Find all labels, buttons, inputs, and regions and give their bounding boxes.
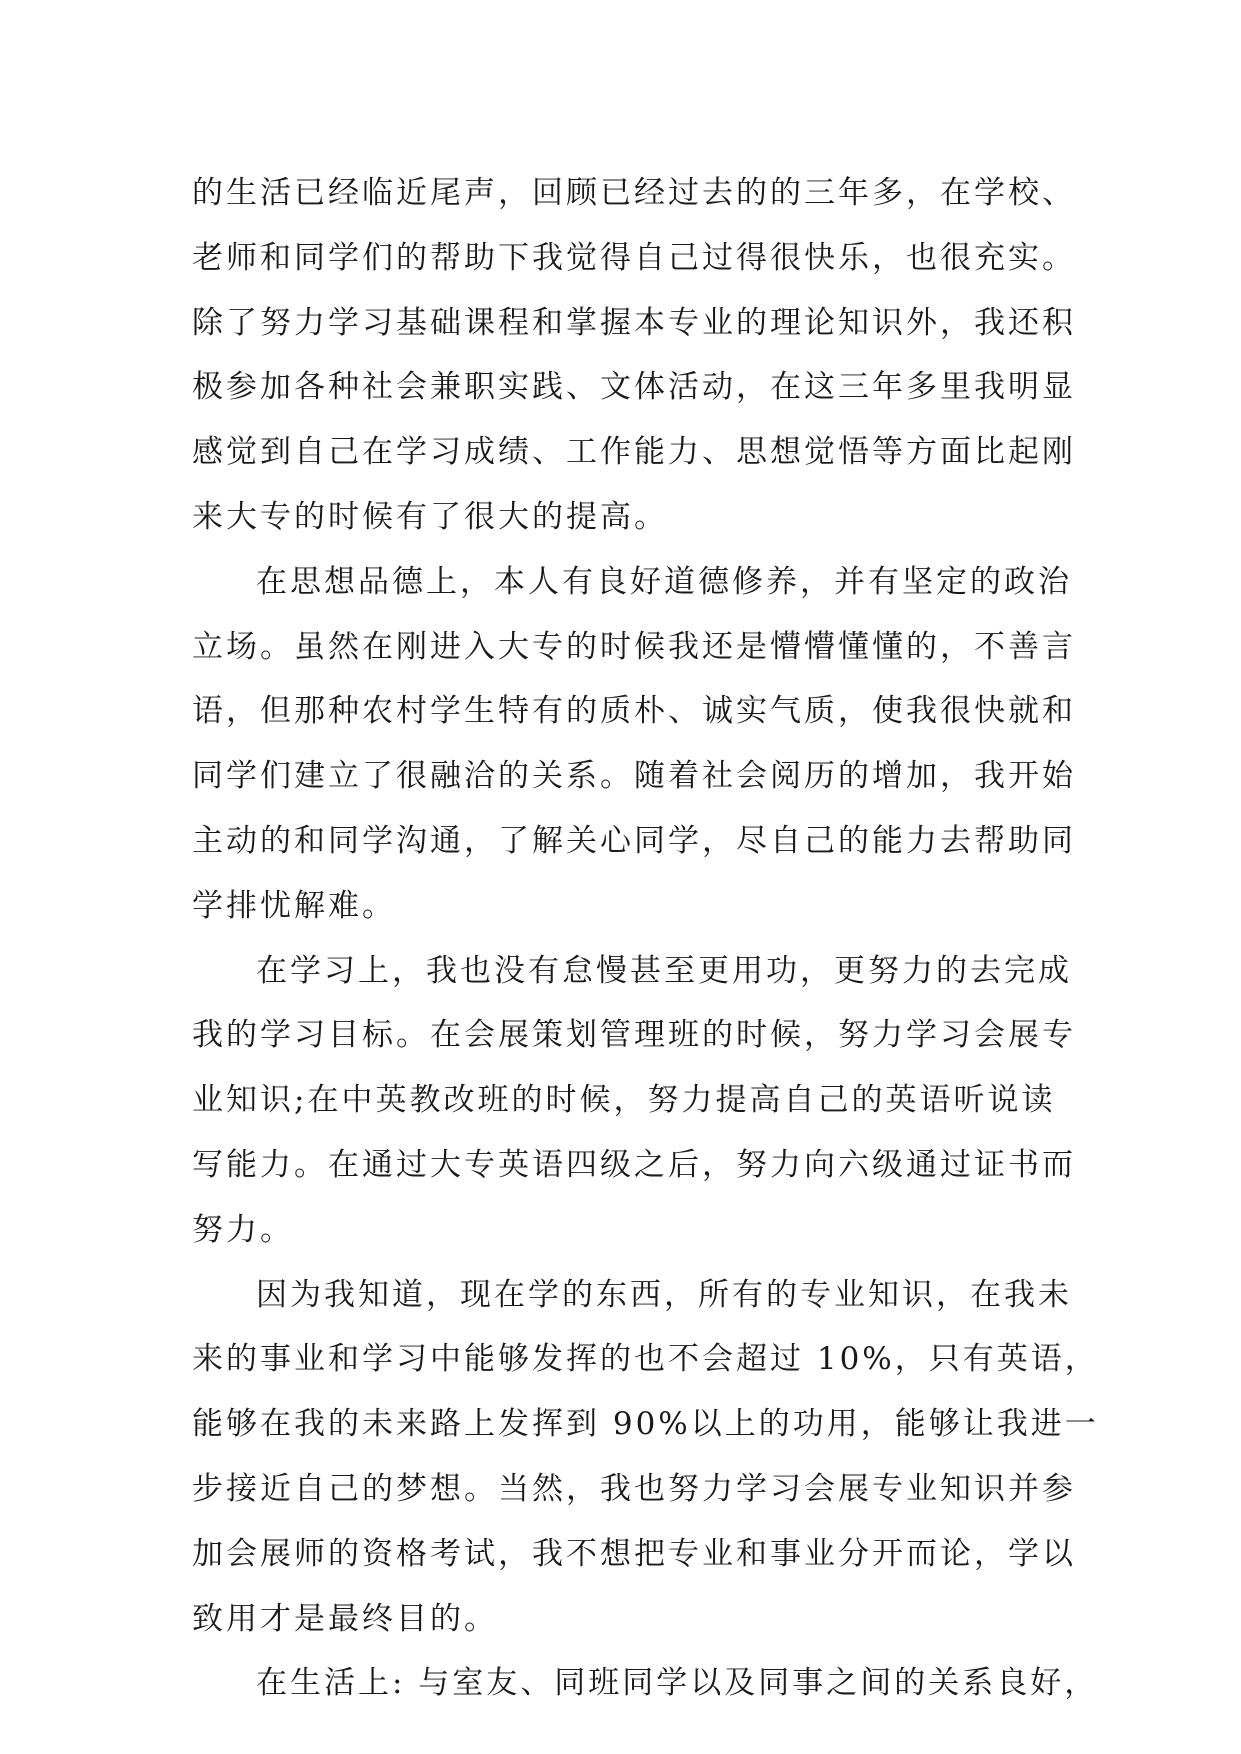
text-line: 我的学习目标。在会展策划管理班的时候，努力学习会展专 xyxy=(192,1017,1076,1054)
text-line: 业知识;在中英教改班的时候，努力提高自己的英语听说读 xyxy=(192,1082,1056,1119)
text-line: 步接近自己的梦想。当然，我也努力学习会展专业知识并参 xyxy=(192,1470,1076,1507)
document-body xyxy=(192,161,1099,1716)
text-line: 加会展师的资格考试，我不想把专业和事业分开而论，学以 xyxy=(192,1535,1076,1572)
text-line: 能够在我的未来路上发挥到 90%以上的功用，能够让我进一 xyxy=(192,1406,1099,1443)
text-line: 老师和同学们的帮助下我觉得自己过得很快乐，也很充实。 xyxy=(192,239,1076,276)
text-line: 写能力。在通过大专英语四级之后，努力向六级通过证书而 xyxy=(192,1146,1076,1183)
paragraph-first-line: 因为我知道，现在学的东西，所有的专业知识，在我未 xyxy=(256,1276,1072,1313)
paragraph-first-line: 在学习上，我也没有怠慢甚至更用功，更努力的去完成 xyxy=(256,952,1072,989)
text-line: 致用才是最终目的。 xyxy=(192,1600,498,1637)
text-line: 的生活已经临近尾声，回顾已经过去的的三年多，在学校、 xyxy=(192,175,1076,211)
text-line: 极参加各种社会兼职实践、文体活动，在这三年多里我明显 xyxy=(192,369,1076,406)
text-line: 学排忧解难。 xyxy=(192,887,396,924)
text-line: 努力。 xyxy=(192,1211,294,1248)
text-line: 来大专的时候有了很大的提高。 xyxy=(192,498,668,535)
paragraph-first-line: 在思想品德上，本人有良好道德修养，并有坚定的政治 xyxy=(256,563,1072,600)
text-line: 立场。虽然在刚进入大专的时候我还是懵懵懂懂的，不善言 xyxy=(192,628,1076,665)
text-line: 主动的和同学沟通，了解关心同学，尽自己的能力去帮助同 xyxy=(192,822,1076,859)
text-line: 除了努力学习基础课程和掌握本专业的理论知识外，我还积 xyxy=(192,304,1076,341)
paragraph-first-line: 在生活上: 与室友、同班同学以及同事之间的关系良好， xyxy=(256,1665,1099,1702)
text-line: 感觉到自己在学习成绩、工作能力、思想觉悟等方面比起刚 xyxy=(192,434,1076,471)
text-line: 语，但那种农村学生特有的质朴、诚实气质，使我很快就和 xyxy=(192,693,1076,730)
text-line: 同学们建立了很融洽的关系。随着社会阅历的增加，我开始 xyxy=(192,758,1076,795)
text-line: 来的事业和学习中能够发挥的也不会超过 10%，只有英语， xyxy=(192,1341,1099,1378)
